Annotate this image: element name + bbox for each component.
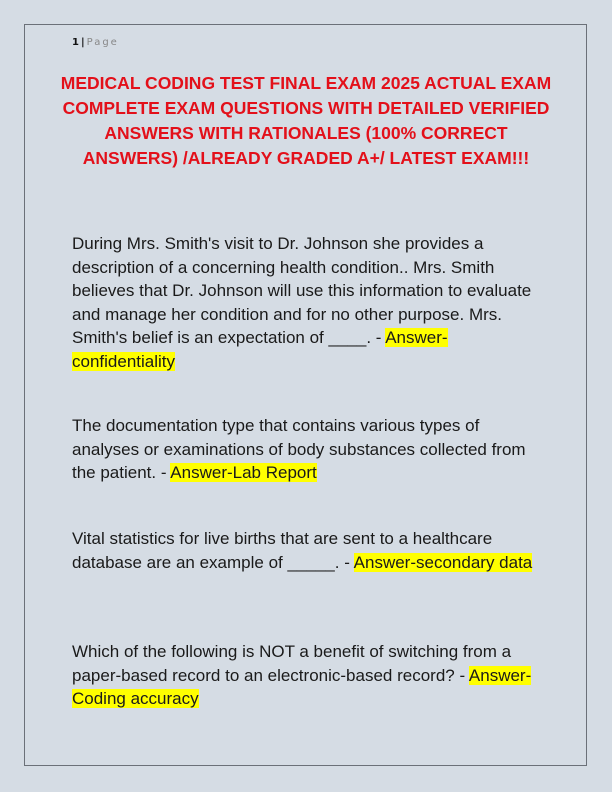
question-4 (72, 640, 546, 711)
document-title: MEDICAL CODING TEST FINAL EXAM 2025 ACTUAL EXAM COMPLETE EXAM QUESTIONS WITH DETAILED VERIFIED ANSWERS WITH RATIONALES (100% CORRECT ANSWERS) /ALREADY GRADED A+/ LATEST EXAM!!! (60, 73, 552, 168)
page-number-header (72, 37, 119, 48)
question-text: Which of the following is NOT a benefit of switching from a paper-based record to an electronic-based record? - (72, 642, 512, 685)
page-number: 1 (72, 37, 79, 48)
question-2 (72, 414, 546, 485)
page-label: Page (86, 37, 119, 48)
separator: | (80, 37, 85, 48)
question-text: The documentation type that contains various types of analyses or examinations of body substances collected from the patient. - (72, 416, 526, 482)
answer: Answer-confidentiality (72, 328, 448, 371)
question-3 (72, 527, 546, 574)
question-text: During Mrs. Smith's visit to Dr. Johnson she provides a description of a concerning health condition.. Mrs. Smith believes that Dr. Johnson will use this information to evaluate and manage her condition and for no other purpose. Mrs. Smith's belief is an expectation of ____. - (72, 234, 532, 347)
question-1 (72, 232, 546, 373)
answer: Answer-secondary data (353, 552, 533, 572)
answer: Answer-Coding accuracy (72, 665, 532, 708)
answer: Answer-Lab Report (170, 463, 317, 482)
question-text: Vital statistics for live births that are sent to a healthcare database are an example of _____. - (72, 529, 493, 572)
